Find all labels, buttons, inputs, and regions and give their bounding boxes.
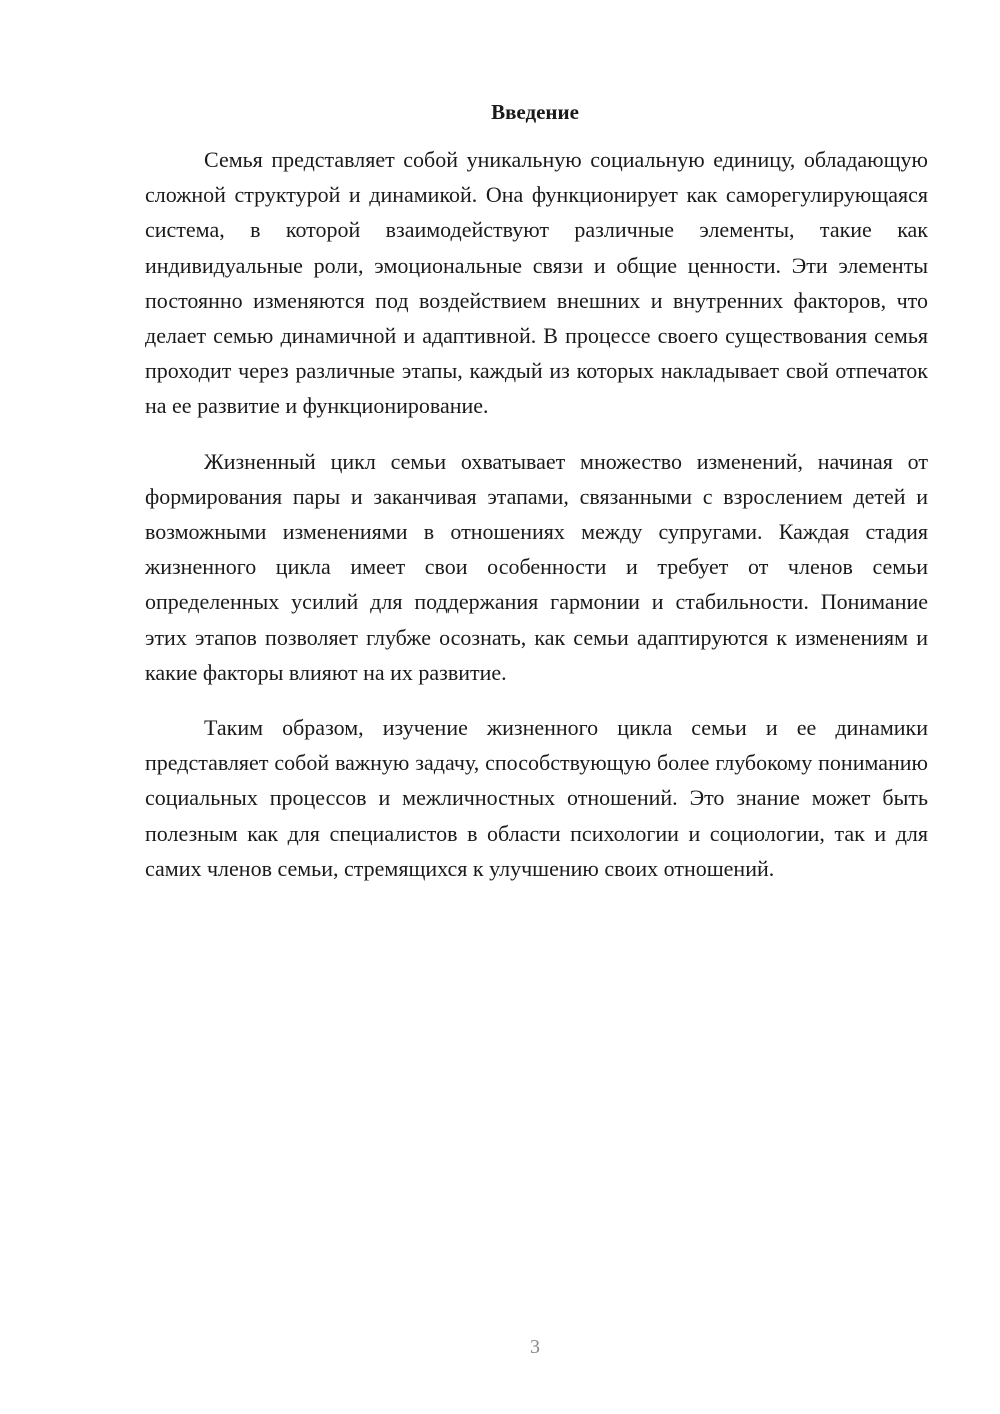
section-heading: Введение <box>491 100 579 124</box>
paragraph-1: Семья представляет собой уникальную социальную единицу, обладающую сложной структурой и динамикой. Она функционирует как саморегулирующаяся система, в которой взаимодействуют различные элементы, такие как индивидуальные роли, эмоциональные связи и общие ценности. Эти элементы постоянно изменяются под воздействием внешних и внутренних факторов, что делает семью динамичной и адаптивной. В процессе своего существования семья проходит через различные этапы, каждый из которых накладывает свой отпечаток на ее развитие и функционирование. <box>145 147 928 419</box>
page-number: 3 <box>530 1336 540 1358</box>
paragraph-2: Жизненный цикл семьи охватывает множество изменений, начиная от формирования пары и заканчивая этапами, связанными с взрослением детей и возможными изменениями в отношениях между супругами. Каждая стадия жизненного цикла имеет свои особенности и требует от членов семьи определенных усилий для поддержания гармонии и стабильности. Понимание этих этапов позволяет глубже осознать, как семьи адаптируются к изменениям и какие факторы влияют на их развитие. <box>145 448 928 685</box>
body-text <box>145 142 928 906</box>
paragraph-3: Таким образом, изучение жизненного цикла семьи и ее динамики представляет собой важную задачу, способствующую более глубокому пониманию социальных процессов и межличностных отношений. Это знание может быть полезным как для специалистов в области психологии и социологии, так и для самих членов семьи, стремящихся к улучшению своих отношений. <box>145 715 928 881</box>
